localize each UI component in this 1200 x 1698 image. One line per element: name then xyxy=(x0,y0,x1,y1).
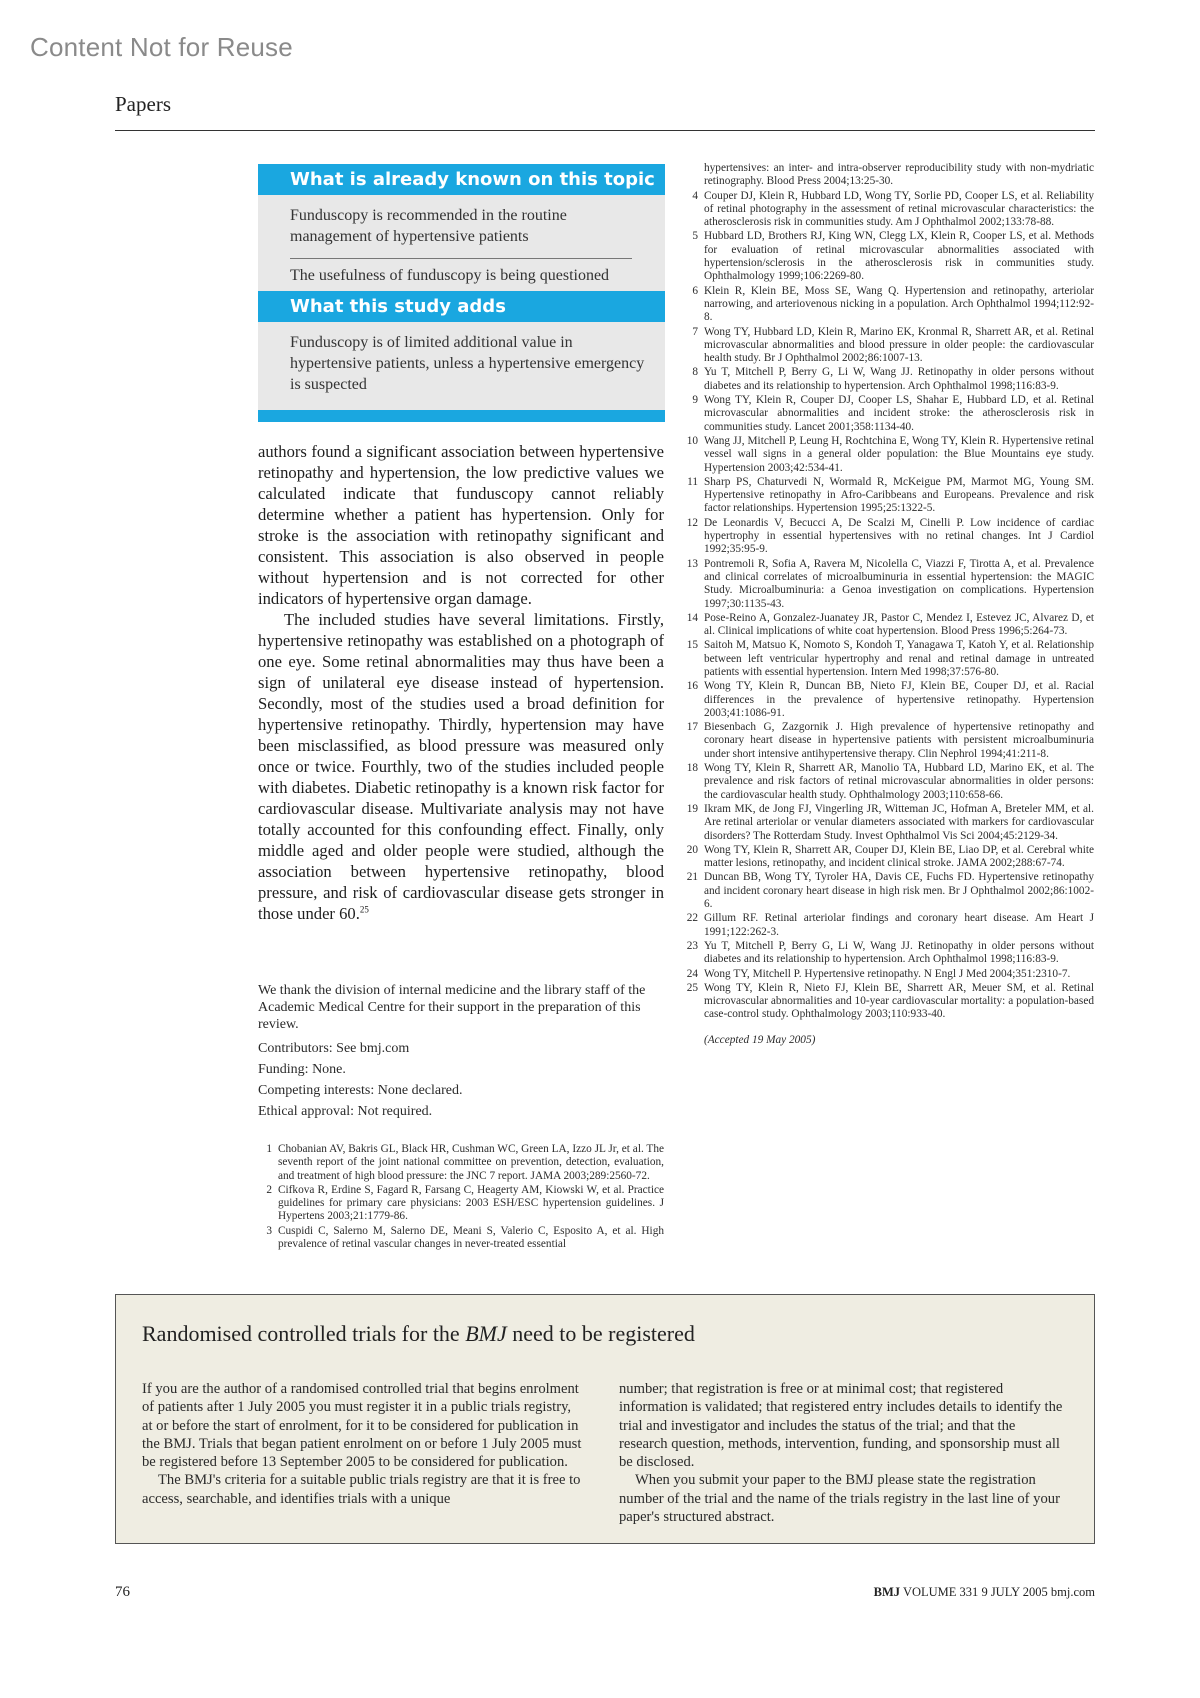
notice-column-2 xyxy=(619,1380,1067,1526)
reference-item xyxy=(684,639,1094,679)
reference-text: Hubbard LD, Brothers RJ, King WN, Clegg LX, Klein R, Cooper LS, et al. Methods for evaluation of retinal microvascular abnormalities associated with hypertension/sclerosis in the atherosclerosis risk in communities study. Ophthalmology 1999;106:2269-80. xyxy=(704,230,1094,283)
reference-number: 8 xyxy=(692,366,698,379)
notice-paragraph-1: If you are the author of a randomised controlled trial that begins enrolment of patients after 1 July 2005 you must register it in a public trials registry, at or before the start of enrolment, for it to be considered for publication in the BMJ. Trials that began patient enrolment on or before 1 July 2005 must be registered before 13 September 2005 to be considered for publication. xyxy=(142,1381,582,1471)
reference-item xyxy=(684,680,1094,720)
reference-item xyxy=(684,190,1094,230)
reference-text: Gillum RF. Retinal arteriolar findings and coronary heart disease. Am Heart J 1991;122:262-3. xyxy=(704,912,1094,938)
reference-text: Saitoh M, Matsuo K, Nomoto S, Kondoh T, Yanagawa T, Katoh Y, et al. Relationship between left ventricular hypertrophy and renal and retinal damage in untreated patients with essential hypertension. Intern Med 1998;37:576-80. xyxy=(704,639,1094,678)
reference-text: Duncan BB, Wong TY, Tyroler HA, Davis CE, Fuchs FD. Hypertensive retinopathy and incident coronary heart disease in high risk men. Br J Ophthalmol 2002;86:1002-6. xyxy=(704,871,1094,911)
acknowledgements xyxy=(258,982,664,1124)
reference-number: 17 xyxy=(686,721,698,734)
reference-item xyxy=(684,435,1094,475)
body-text xyxy=(258,441,664,924)
reference-text: Klein R, Klein BE, Moss SE, Wang Q. Hypertension and retinopathy, arteriolar narrowing, and arteriovenous nicking in a population. Arch Ophthalmol 1994;112:92-8. xyxy=(704,284,1094,324)
notice-title-post: need to be registered xyxy=(506,1321,695,1346)
reference-item xyxy=(684,517,1094,557)
reference-text: Sharp PS, Chaturvedi N, Wormald R, McKeigue PM, Marmot MG, Young SM. Hypertensive retinopathy in Afro-Caribbeans and Europeans. Prevalence and risk factor relationships. Hypertension 1995;25:1322-5. xyxy=(704,475,1094,515)
reference-number: 23 xyxy=(686,939,698,952)
accepted-date: (Accepted 19 May 2005) xyxy=(704,1033,816,1046)
reference-number: 3 xyxy=(266,1224,272,1237)
reference-item xyxy=(684,968,1094,981)
reference-number: 20 xyxy=(686,843,698,856)
box-bottom-bar xyxy=(258,410,665,422)
reference-text: Yu T, Mitchell P, Berry G, Li W, Wang JJ. Retinopathy in older persons without diabetes and its relationship to hypertension. Arch Ophthalmol 1998;116:83-9. xyxy=(704,939,1094,966)
body-paragraph-2-text: The included studies have several limitations. Firstly, hypertensive retinopathy was established on a photograph of one eye. Some retinal abnormalities may thus have been a sign of unilateral eye disease instead of hypertension. Secondly, most of the studies used a broad definition for hypertensive retinopathy. Thirdly, hypertension may have been misclassified, as blood pressure was measured only once or twice. Fourthly, two of the studies included people with diabetes. Diabetic retinopathy is a known risk factor for cardiovascular disease. Multivariate analysis may not have totally accounted for this confounding effect. Finally, only middle aged and older people were studied, although the association between hypertensive retinopathy, blood pressure, and risk of cardiovascular disease gets stronger in those under 60. xyxy=(258,610,664,923)
citation-superscript: 25 xyxy=(359,904,369,915)
funding-line: Funding: None. xyxy=(258,1062,346,1077)
header-rule xyxy=(115,130,1095,131)
contributors-line: Contributors: See bmj.com xyxy=(258,1041,410,1056)
reference-item xyxy=(258,1225,664,1252)
notice-title xyxy=(142,1321,695,1347)
reference-number: 21 xyxy=(686,871,698,884)
reference-number: 1 xyxy=(266,1143,272,1155)
reference-text: Biesenbach G, Zazgornik J. High prevalence of hypertensive retinopathy and coronary heart disease in hypertensive patients with persistent microalbuminuria under short intensive antihypertensive therapy. Clin Nephrol 1994;41:211-8. xyxy=(704,721,1094,760)
footer-volume: VOLUME 331 xyxy=(902,1585,979,1599)
acknowledgement-thanks: We thank the division of internal medicine and the library staff of the Academic Medical Centre for their support in the preparation of this review. xyxy=(258,983,646,1032)
reference-text: Wong TY, Hubbard LD, Klein R, Marino EK, Kronmal R, Sharrett AR, et al. Retinal microvascular abnormalities and blood pressure in older people: the cardiovascular health study. Br J Ophthalmol 2002;86:1007-13. xyxy=(704,325,1094,365)
notice-title-pre: Randomised controlled trials for the xyxy=(142,1321,466,1346)
reference-number: 9 xyxy=(692,394,698,407)
reference-text: Couper DJ, Klein R, Hubbard LD, Wong TY, Sorlie PD, Cooper LS, et al. Reliability of retinal photography in the assessment of retinal microvascular characteristics: the atherosclerosis risk in communities study. Am J Ophthalmol 2002;133:78-88. xyxy=(704,189,1094,229)
reference-number: 15 xyxy=(686,639,698,652)
trial-registration-notice xyxy=(115,1294,1095,1544)
reference-text: Wong TY, Klein R, Duncan BB, Nieto FJ, Klein BE, Couper DJ, et al. Racial differences in the prevalence of hypertensive retinopathy. Hypertension 2003;41:1086-91. xyxy=(704,680,1094,719)
known-point-2: The usefulness of funduscopy is being questioned xyxy=(290,267,610,284)
reference-text: Wang JJ, Mitchell P, Leung H, Rochtchina E, Wong TY, Klein R. Hypertensive retinal vessel wall signs in a general older population: the Blue Mountains eye study. Hypertension 2003;42:534-41. xyxy=(704,434,1094,474)
reference-item xyxy=(684,326,1094,366)
reference-number: 7 xyxy=(692,325,698,338)
reference-item xyxy=(684,285,1094,325)
notice-column-1 xyxy=(142,1380,582,1508)
reference-text: Pose-Reino A, Gonzalez-Juanatey JR, Pastor C, Mendez I, Estevez JC, Alvarez D, et al. Clinical implications of white coat hypertension. Blood Press 1996;5:264-73. xyxy=(704,611,1094,638)
footer-info xyxy=(874,1585,1095,1600)
reference-number: 4 xyxy=(692,189,698,202)
body-paragraph-2 xyxy=(258,609,664,924)
footer-journal: BMJ xyxy=(873,1585,901,1599)
section-label: Papers xyxy=(115,92,171,116)
references-left xyxy=(258,1143,664,1252)
reference-item xyxy=(684,721,1094,761)
reference-text: Chobanian AV, Bakris GL, Black HR, Cushman WC, Green LA, Izzo JL Jr, et al. The seventh report of the joint national committee on prevention, detection, evaluation, and treatment of high blood pressure: the JNC 7 report. JAMA 2003;289:2560-72. xyxy=(278,1143,664,1182)
reference-item xyxy=(684,803,1094,843)
reference-item xyxy=(258,1143,664,1183)
reference-number: 6 xyxy=(692,284,698,297)
reference-number: 11 xyxy=(687,475,698,488)
reference-continuation: hypertensives: an inter- and intra-observer reproducibility study with non-mydriatic retinography. Blood Press 2004;13:25-30. xyxy=(704,162,1094,188)
reference-text: Cifkova R, Erdine S, Fagard R, Farsang C, Heagerty AM, Kiowski W, et al. Practice guidelines for primary care physicians: 2003 ESH/ESC hypertension guidelines. J Hypertens 2003;21:1779-86. xyxy=(278,1183,664,1223)
reference-number: 22 xyxy=(686,912,698,925)
reference-item xyxy=(684,762,1094,802)
known-heading: What is already known on this topic xyxy=(258,164,665,195)
reference-item xyxy=(684,982,1094,1022)
notice-title-journal: BMJ xyxy=(465,1321,507,1346)
reference-item xyxy=(684,612,1094,639)
reference-text: De Leonardis V, Becucci A, De Scalzi M, Cinelli P. Low incidence of cardiac hypertrophy in essential hypertensives with no retinal changes. Int J Cardiol 1992;35:95-9. xyxy=(704,516,1094,556)
reference-item xyxy=(684,940,1094,967)
adds-point-1: Funduscopy is of limited additional value in hypertensive patients, unless a hypertensive emergency is suspected xyxy=(290,334,645,393)
references-right xyxy=(684,162,1094,1047)
reference-item xyxy=(684,366,1094,393)
summary-box xyxy=(258,164,665,422)
reference-item xyxy=(684,844,1094,871)
notice-paragraph-4: When you submit your paper to the BMJ please state the registration number of the trial and the name of the trials registry in the last line of your paper's structured abstract. xyxy=(619,1472,1060,1526)
reference-text: Yu T, Mitchell P, Berry G, Li W, Wang JJ. Retinopathy in older persons without diabetes and its relationship to hypertension. Arch Ophthalmol 1998;116:83-9. xyxy=(704,366,1094,392)
reference-number: 10 xyxy=(686,434,698,447)
reference-item xyxy=(684,871,1094,911)
box-divider xyxy=(290,258,632,259)
reference-text: Wong TY, Klein R, Sharrett AR, Manolio TA, Hubbard LD, Marino EK, et al. The prevalence and risk factors of retinal microvascular abnormalities in older persons: the cardiovascular health study. Ophthalmology 2003;110:658-66. xyxy=(704,762,1094,801)
reference-item xyxy=(684,558,1094,611)
reference-number: 14 xyxy=(686,611,698,624)
reference-number: 25 xyxy=(686,981,698,994)
reference-number: 12 xyxy=(686,516,698,529)
watermark: Content Not for Reuse xyxy=(30,32,293,62)
ethical-approval-line: Ethical approval: Not required. xyxy=(258,1104,433,1119)
notice-paragraph-2: The BMJ's criteria for a suitable public trials registry are that it is free to access, searchable, and identifies trials with a unique xyxy=(142,1472,581,1507)
reference-list xyxy=(684,190,1094,1022)
reference-text: Wong TY, Klein R, Couper DJ, Cooper LS, Shahar E, Hubbard LD, et al. Retinal microvascular abnormalities and incident stroke: the atherosclerosis risk in communities study. Lancet 2001;358:1134-40. xyxy=(704,394,1094,433)
reference-number: 16 xyxy=(686,680,698,693)
reference-text: Wong TY, Mitchell P. Hypertensive retinopathy. N Engl J Med 2004;351:2310-7. xyxy=(704,967,1071,980)
body-paragraph-1: authors found a significant association between hypertensive retinopathy and hypertension, the low predictive values we calculated indicate that funduscopy cannot reliably determine whether a patient has hypertension. Only for stroke is the association with retinopathy significant and consistent. This association is also observed in people without hypertension and is not corrected for other indicators of hypertensive organ damage. xyxy=(258,442,664,608)
known-point-1: Funduscopy is recommended in the routine management of hypertensive patients xyxy=(290,207,567,245)
reference-item xyxy=(684,230,1094,283)
notice-paragraph-3: number; that registration is free or at minimal cost; that registered information is validated; that registered entry includes details to identify the trial and investigator and includes the status of the trial; and that the research question, methods, intervention, funding, and sponsorship must all be disclosed. xyxy=(619,1381,1063,1471)
reference-text: Cuspidi C, Salerno M, Salerno DE, Meani S, Valerio C, Esposito A, et al. High prevalence of retinal vascular changes in never-treated essential xyxy=(278,1224,664,1251)
reference-text: Pontremoli R, Sofia A, Ravera M, Nicolella C, Viazzi F, Tirotta A, et al. Prevalence and clinical correlates of microalbuminuria in essential hypertension: the MAGIC Study. Microalbuminuria: a Genoa investigation on complications. Hypertension 1997;30:1135-43. xyxy=(704,557,1094,610)
reference-number: 5 xyxy=(692,230,698,243)
competing-interests-line: Competing interests: None declared. xyxy=(258,1083,463,1098)
reference-item xyxy=(684,912,1094,939)
page-number: 76 xyxy=(115,1584,130,1600)
adds-heading: What this study adds xyxy=(258,291,665,322)
reference-item xyxy=(684,394,1094,434)
reference-item xyxy=(258,1184,664,1224)
footer-site: bmj.com xyxy=(1050,1585,1095,1599)
reference-text: Wong TY, Klein R, Sharrett AR, Couper DJ, Klein BE, Liao DP, et al. Cerebral white matter lesions, retinopathy, and incident clinical stroke. JAMA 2002;288:67-74. xyxy=(704,843,1094,870)
reference-text: Ikram MK, de Jong FJ, Vingerling JR, Witteman JC, Hofman A, Breteler MM, et al. Are retinal arteriolar or venular diameters associated with markers for cardiovascular disorders? The Rotterdam Study. Invest Ophthalmol Vis Sci 2004;45:2129-34. xyxy=(704,802,1094,842)
reference-text: Wong TY, Klein R, Nieto FJ, Klein BE, Sharrett AR, Meuer SM, et al. Retinal microvascular abnormalities and 10-year cardiovascular mortality: a population-based case-control study. Ophthalmology 2003;110:933-40. xyxy=(704,981,1094,1021)
reference-number: 18 xyxy=(686,762,698,775)
footer-date: 9 JULY 2005 xyxy=(981,1585,1048,1599)
reference-item xyxy=(684,476,1094,516)
reference-number: 19 xyxy=(686,802,698,815)
reference-number: 2 xyxy=(266,1183,272,1196)
reference-number: 24 xyxy=(686,967,698,980)
reference-number: 13 xyxy=(686,557,698,570)
